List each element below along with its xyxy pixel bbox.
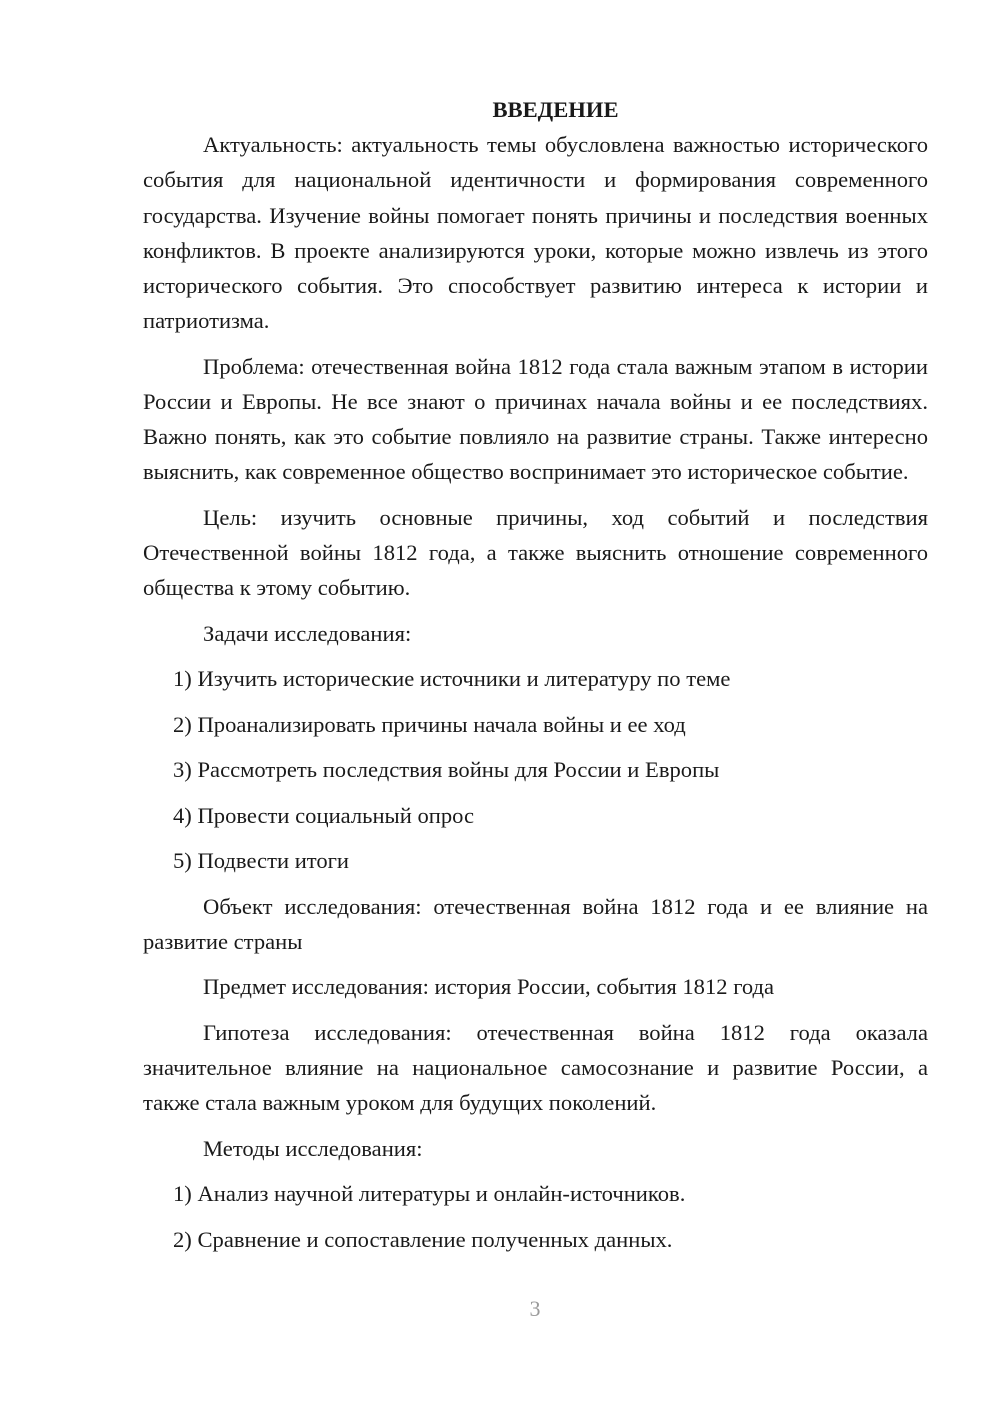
list-item: 5) Подвести итоги [173,848,350,874]
list-item: 3) Рассмотреть последствия войны для России и Европы [173,757,720,783]
page-title: ВВЕДЕНИЕ [492,97,619,122]
list-item: 2) Проанализировать причины начала войны и ее ход [173,711,686,737]
problem-paragraph: Проблема: отечественная война 1812 года стала важным этапом в истории России и Европы. Не все знают о причинах начала войны и ее последствиях. Важно понять, как это событие повлияло на развитие страны. Также интересно выяснить, как современное общество воспринимает это историческое событие. [143,353,928,485]
tasks-heading: Задачи исследования: [203,620,412,646]
tasks-list [143,661,928,878]
subject-paragraph: Предмет исследования: история России, события 1812 года [203,974,775,1000]
object-paragraph: Объект исследования: отечественная война 1812 года и ее влияние на развитие страны [143,893,928,954]
hypothesis-paragraph: Гипотеза исследования: отечественная война 1812 года оказала значительное влияние на национальное самосознание и развитие России, а также стала важным уроком для будущих поколений. [143,1019,928,1116]
document-page [143,92,928,1267]
list-item: 1) Изучить исторические источники и литературу по теме [173,666,731,692]
list-item: 2) Сравнение и сопоставление полученных данных. [173,1226,673,1252]
methods-heading: Методы исследования: [203,1135,423,1161]
list-item: 4) Провести социальный опрос [173,802,475,828]
list-item: 1) Анализ научной литературы и онлайн-источников. [173,1181,686,1207]
relevance-paragraph: Актуальность: актуальность темы обусловлена важностью исторического события для национальной идентичности и формирования современного государства. Изучение войны помогает понять причины и последствия военных конфликтов. В проекте анализируются уроки, которые можно извлечь из этого исторического события. Это способствует развитию интереса к истории и патриотизма. [143,132,928,334]
methods-list [143,1176,928,1257]
page-number: 3 [529,1296,541,1321]
goal-paragraph: Цель: изучить основные причины, ход событий и последствия Отечественной войны 1812 года, а также выяснить отношение современного общества к этому событию. [143,504,928,601]
